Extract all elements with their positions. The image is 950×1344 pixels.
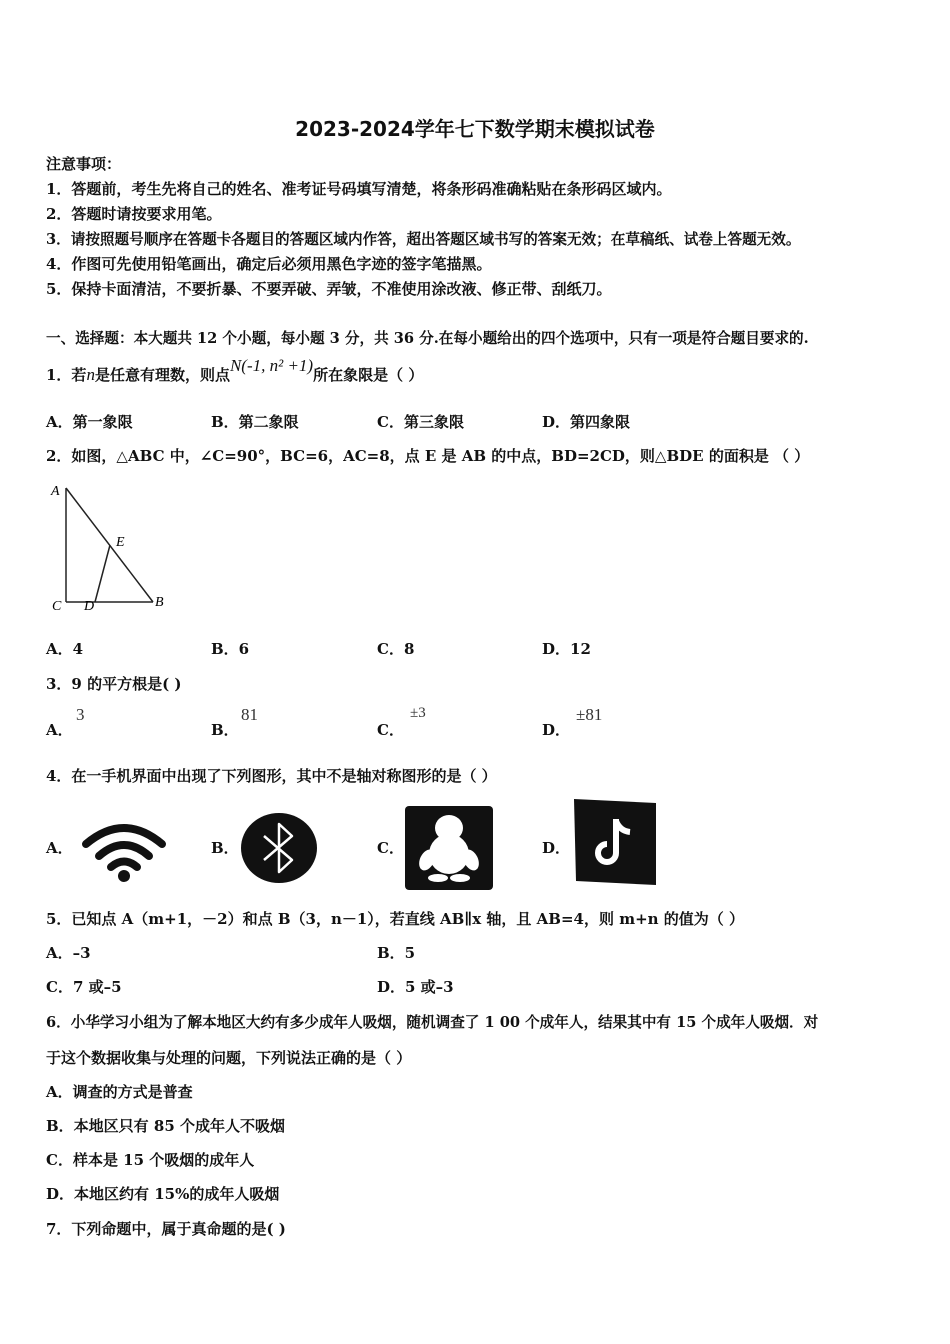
q6-option-a[interactable]: A．调查的方式是普查 xyxy=(46,1083,193,1101)
q2-option-b[interactable]: B．6 xyxy=(211,640,250,658)
notice-item: 2．答题时请按要求用笔。 xyxy=(46,205,222,223)
q1-mid: 是任意有理数，则点 xyxy=(94,366,230,384)
question-5: 5．已知点 A（m+1，－2）和点 B（3，n－1），若直线 AB∥x 轴，且 AB=4，则 m+n 的值为（ ） xyxy=(46,910,744,928)
question-3: 3．9 的平方根是( ) xyxy=(46,675,182,693)
label-c: C xyxy=(52,599,62,614)
segment-de xyxy=(95,545,110,602)
q1-post: 所在象限是（ ） xyxy=(313,366,424,384)
q1-formula: N(-1, n² +1) xyxy=(229,356,314,375)
question-7: 7．下列命题中，属于真命题的是( ) xyxy=(46,1220,286,1238)
q3-option-c-value: ±3 xyxy=(410,705,426,721)
triangle-figure xyxy=(46,480,176,615)
bluetooth-icon xyxy=(240,812,318,884)
q4-option-b[interactable]: B． xyxy=(211,839,239,857)
q2-option-a[interactable]: A．4 xyxy=(46,640,84,658)
page-title: 2023-2024学年七下数学期末模拟试卷 xyxy=(295,117,655,141)
q3-option-c-label[interactable]: C． xyxy=(377,721,404,739)
notice-item: 4．作图可先使用铅笔画出，确定后必须用黑色字迹的签字笔描黑。 xyxy=(46,255,492,273)
q5-option-c[interactable]: C．7 或–5 xyxy=(46,978,122,996)
question-1 xyxy=(46,356,424,385)
label-a: A xyxy=(51,484,60,499)
q1-option-d[interactable]: D．第四象限 xyxy=(542,413,631,431)
question-2: 2．如图，△ABC 中，∠C=90°，BC=6，AC=8，点 E 是 AB 的中点，BD=2CD，则△BDE 的面积是 （ ） xyxy=(46,447,810,465)
q3-option-d-label[interactable]: D． xyxy=(542,721,571,739)
qq-penguin-icon xyxy=(405,806,493,890)
question-4: 4．在一手机界面中出现了下列图形，其中不是轴对称图形的是（ ） xyxy=(46,767,497,785)
q6-option-c[interactable]: C．样本是 15 个吸烟的成年人 xyxy=(46,1151,255,1169)
q4-option-d[interactable]: D． xyxy=(542,839,571,857)
q1-pre: 1．若 xyxy=(46,366,87,384)
q2-option-c[interactable]: C．8 xyxy=(377,640,415,658)
q6-option-b[interactable]: B．本地区只有 85 个成年人不吸烟 xyxy=(46,1117,285,1135)
q5-option-b[interactable]: B．5 xyxy=(377,944,416,962)
question-6-line1: 6．小华学习小组为了解本地区大约有多少成年人吸烟，随机调查了 1 00 个成年人，结果其中有 15 个成年人吸烟．对 xyxy=(46,1014,819,1031)
q3-option-a-label[interactable]: A． xyxy=(46,721,73,739)
q3-option-a-value: 3 xyxy=(76,705,85,724)
q3-option-b-label[interactable]: B． xyxy=(211,721,239,739)
label-e: E xyxy=(116,535,125,550)
q2-option-d[interactable]: D．12 xyxy=(542,640,591,658)
q4-option-c[interactable]: C． xyxy=(377,839,404,857)
q1-var: n xyxy=(86,365,95,384)
section-heading: 一、选择题：本大题共 12 个小题，每小题 3 分，共 36 分.在每小题给出的四个选项中，只有一项是符合题目要求的. xyxy=(46,330,809,347)
label-b: B xyxy=(155,595,164,610)
notice-heading: 注意事项： xyxy=(46,155,122,173)
wifi-icon xyxy=(80,820,168,884)
notice-item: 5．保持卡面清洁，不要折暴、不要弄破、弄皱，不准使用涂改液、修正带、刮纸刀。 xyxy=(46,280,612,298)
tiktok-icon xyxy=(572,797,658,887)
label-d: D xyxy=(84,599,95,614)
q4-option-a[interactable]: A． xyxy=(46,839,73,857)
question-6-line2: 于这个数据收集与处理的问题，下列说法正确的是（ ） xyxy=(46,1049,412,1067)
notice-item: 1．答题前，考生先将自己的姓名、准考证号码填写清楚，将条形码准确粘贴在条形码区域内。 xyxy=(46,180,672,198)
q1-option-b[interactable]: B．第二象限 xyxy=(211,413,299,431)
q5-option-a[interactable]: A．–3 xyxy=(46,944,91,962)
q3-option-b-value: 81 xyxy=(241,705,258,724)
q6-option-d[interactable]: D．本地区约有 15%的成年人吸烟 xyxy=(46,1185,280,1203)
q5-option-d[interactable]: D．5 或–3 xyxy=(377,978,454,996)
notice-item: 3．请按照题号顺序在答题卡各题目的答题区域内作答，超出答题区域书写的答案无效；在草稿纸、试卷上答题无效。 xyxy=(46,231,801,248)
q3-option-d-value: ±81 xyxy=(576,705,603,724)
q1-option-c[interactable]: C．第三象限 xyxy=(377,413,464,431)
q1-option-a[interactable]: A．第一象限 xyxy=(46,413,133,431)
